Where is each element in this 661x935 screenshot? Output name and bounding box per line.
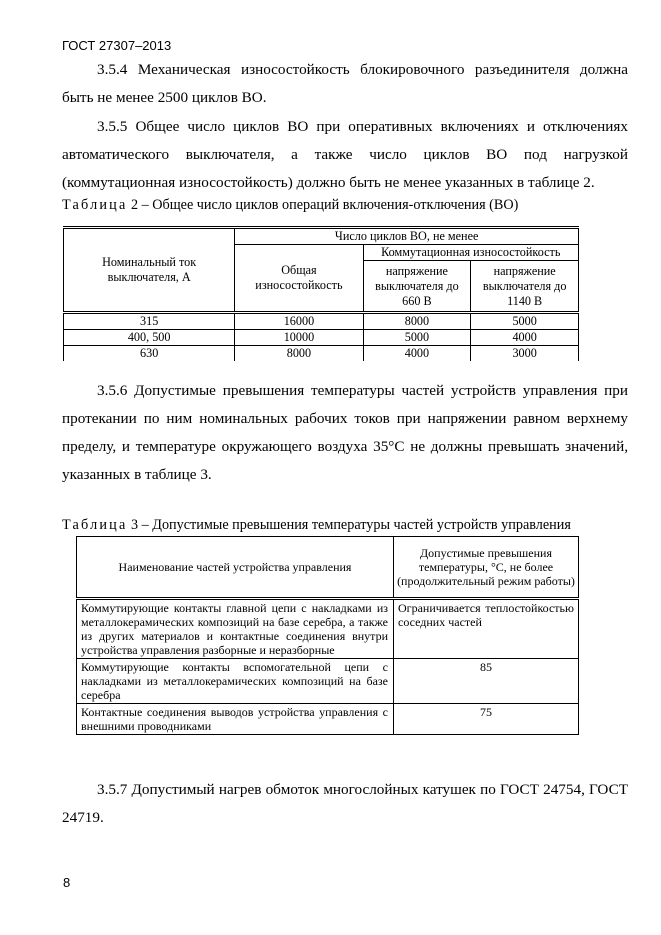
table-row [77, 599, 579, 659]
table-3-header-temperature: Допустимые превышения температуры, °С, не более (продолжительный режим работы) [394, 537, 579, 599]
table-2-header-rated-current: Номинальный ток выключателя, А [64, 228, 235, 313]
table-2-header-1140v: напряжение выключателя до 1140 В [471, 261, 579, 313]
table-cell: Ограничивается теплостойкостью соседних частей [394, 599, 579, 659]
table-cell: 315 [64, 313, 235, 330]
table-row [77, 704, 579, 735]
table-row [64, 346, 579, 362]
table-3 [76, 536, 579, 735]
table-cell: 4000 [471, 330, 579, 346]
table-cell: 75 [394, 704, 579, 735]
table-2-header-total-wear: Общая износостойкость [235, 245, 363, 313]
table-cell: 3000 [471, 346, 579, 362]
table-cell: Коммутирующие контакты вспомогательной цепи с накладками из металлокерамических композиций на базе серебра [77, 659, 394, 704]
table-cell: 8000 [235, 346, 363, 362]
paragraph-3-5-4: 3.5.4 Механическая износостойкость блокировочного разъединителя должна быть не менее 2500 циклов ВО. [62, 61, 628, 106]
paragraph-3-5-7: 3.5.7 Допустимый нагрев обмоток многослойных катушек по ГОСТ 24754, ГОСТ 24719. [62, 781, 628, 826]
paragraph-3-5-5: 3.5.5 Общее число циклов ВО при оперативных включениях и отключениях автоматического выключателя, а также число циклов ВО под нагрузкой (коммутационная износостойкость) должно быть не менее указанных в таблице 2. [62, 118, 628, 191]
table-cell: 5000 [471, 313, 579, 330]
table-cell: 400, 500 [64, 330, 235, 346]
table-3-header-part-name: Наименование частей устройства управления [77, 537, 394, 599]
table-cell: Контактные соединения выводов устройства управления с внешними проводниками [77, 704, 394, 735]
table-row [77, 659, 579, 704]
table-row [64, 330, 579, 346]
table-cell: 8000 [363, 313, 471, 330]
table-cell: 10000 [235, 330, 363, 346]
document-header: ГОСТ 27307–2013 [62, 38, 172, 53]
table-cell: 630 [64, 346, 235, 362]
table-2-caption: Таблица 2 – Общее число циклов операций включения-отключения (ВО) [62, 197, 519, 213]
table-cell: 16000 [235, 313, 363, 330]
table-cell: 85 [394, 659, 579, 704]
table-3-caption: Таблица 3 – Допустимые превышения температуры частей устройств управления [62, 517, 571, 533]
table-2-header-switching-wear: Коммутационная износостойкость [363, 245, 578, 261]
table-2-header-660v: напряжение выключателя до 660 В [363, 261, 471, 313]
page-number: 8 [63, 875, 71, 890]
paragraph-3-5-6: 3.5.6 Допустимые превышения температуры частей устройств управления при протекании по ним номинальных рабочих токов при напряжении равном верхнему пределу, и температуре окружающего воздуха 35°С не должны превышать значений, указанных в таблице 3. [62, 382, 628, 483]
table-2 [63, 226, 579, 361]
table-row [64, 313, 579, 330]
table-cell: 5000 [363, 330, 471, 346]
table-cell: Коммутирующие контакты главной цепи с накладками из металлокерамических композиций на базе серебра, а также из других материалов и контактные соединения внутри устройства управления разборные и неразборные [77, 599, 394, 659]
table-cell: 4000 [363, 346, 471, 362]
table-2-header-cycles: Число циклов ВО, не менее [235, 228, 579, 245]
